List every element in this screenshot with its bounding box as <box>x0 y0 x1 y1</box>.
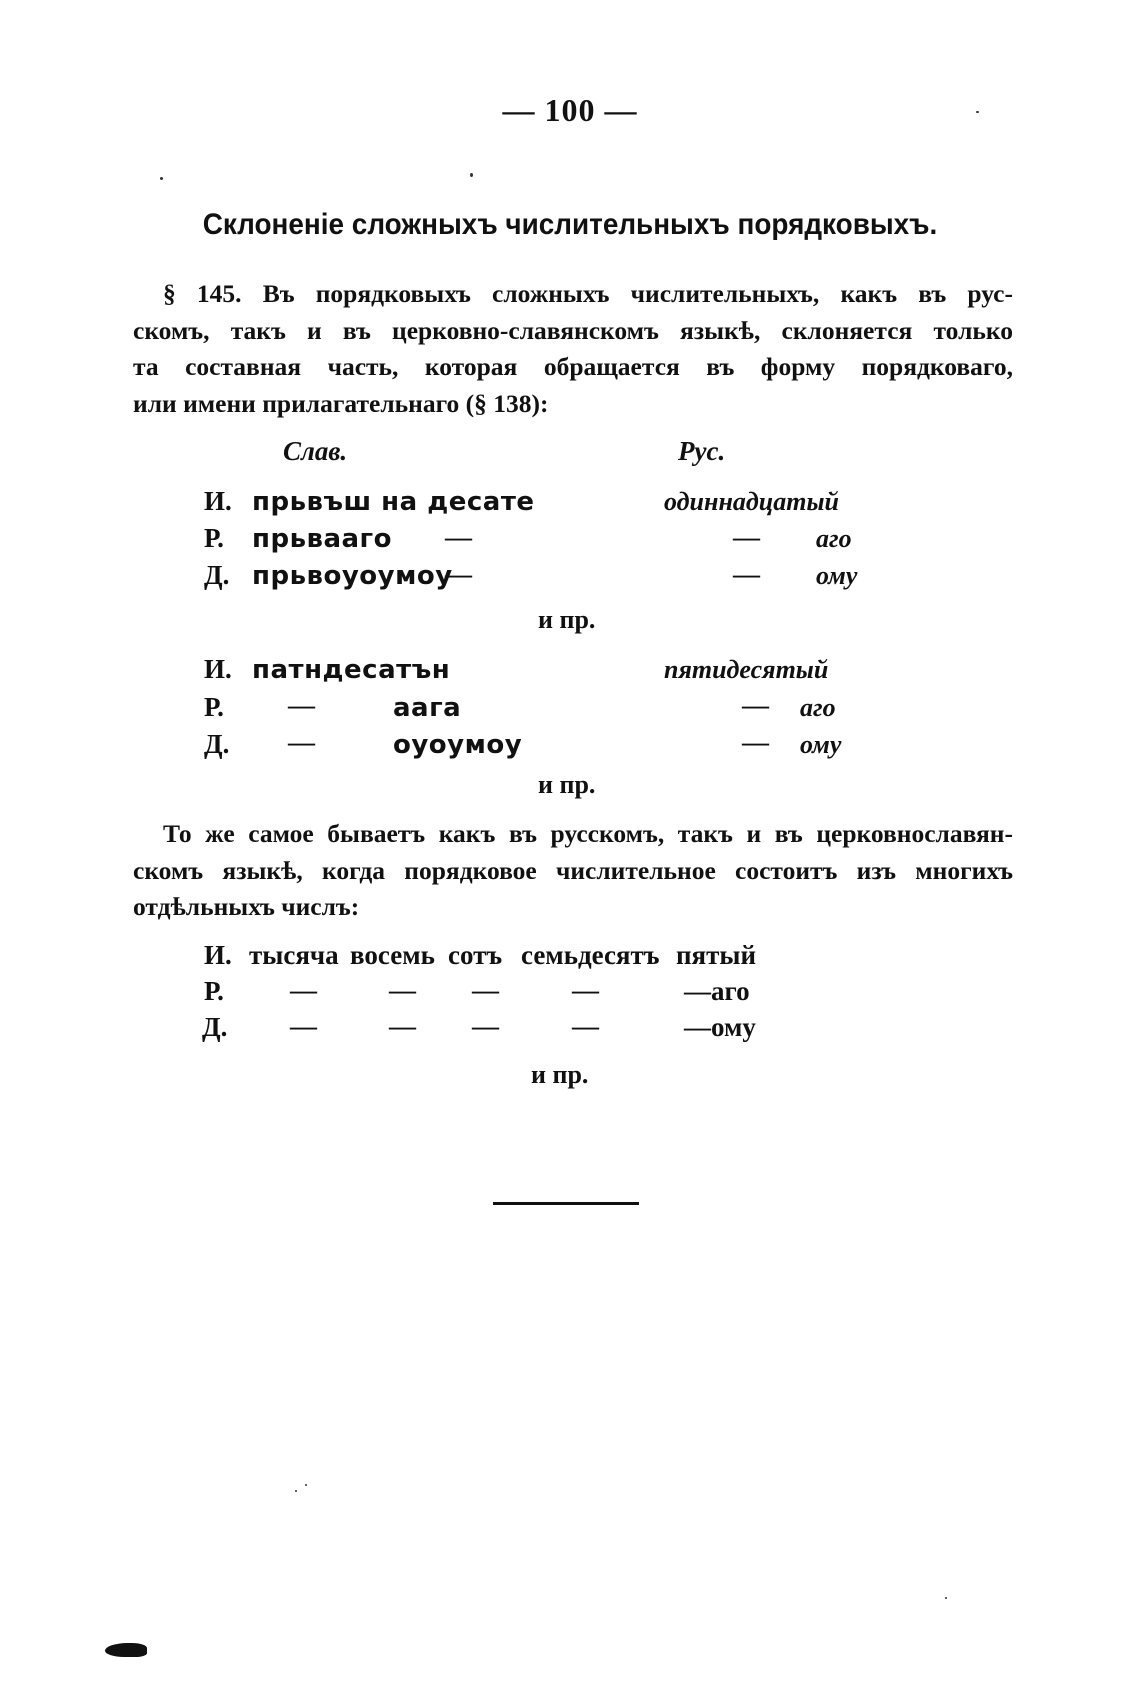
slavonic-form: патндесатън <box>252 655 451 685</box>
slavonic-form: прьвоуоумоу <box>252 561 453 591</box>
ditto-dash: — <box>445 522 472 552</box>
paragraph-line: или имени прилагательнаго (§ 138): <box>133 388 549 418</box>
ditto-dash: — <box>733 559 760 589</box>
ditto-dash: — <box>288 690 315 720</box>
ditto-dash: — <box>290 975 317 1005</box>
ditto-dash: — <box>572 975 599 1005</box>
slavonic-ending: аага <box>393 693 462 723</box>
russian-form: одиннадцатый <box>664 487 839 516</box>
russian-form: пятидесятый <box>664 655 829 684</box>
number-word: семьдесятъ <box>521 940 660 970</box>
paragraph-line: § 145. Въ порядковыхъ сложныхъ числительныхъ, какъ въ рус- <box>163 279 1013 308</box>
ditto-dash: — <box>733 522 760 552</box>
number-word: пятый <box>676 940 757 970</box>
paragraph-line: скомъ языкѣ, когда порядковое числительное состоитъ изъ многихъ <box>133 855 1013 885</box>
russian-ending: ому <box>800 730 842 759</box>
etc-label: и пр. <box>531 1060 589 1089</box>
russian-ending: аго <box>800 693 836 722</box>
case-label: Д. <box>204 729 230 759</box>
slavonic-form: прьвъш на десате <box>252 487 535 517</box>
paragraph-line: скомъ, такъ и въ церковно-славянскомъ языкѣ, склоняется только <box>133 315 1013 345</box>
case-label: Р. <box>204 976 224 1006</box>
slavonic-form: прьвааго <box>252 524 393 554</box>
russian-ending: —аго <box>684 976 750 1006</box>
ditto-dash: — <box>742 690 769 720</box>
ink-blot <box>105 1643 147 1657</box>
scan-speck <box>470 173 473 177</box>
case-label: И. <box>204 486 232 516</box>
ditto-dash: — <box>572 1011 599 1041</box>
ditto-dash: — <box>389 1011 416 1041</box>
ditto-dash: — <box>472 1011 499 1041</box>
russian-ending: аго <box>816 524 852 553</box>
case-label: И. <box>204 654 232 684</box>
scan-speck <box>160 177 163 180</box>
paragraph-line: та составная часть, которая обращается въ форму порядковаго, <box>133 352 1013 381</box>
case-label: Д. <box>204 560 230 590</box>
paragraph-line: отдѣльныхъ числъ: <box>133 892 360 921</box>
page-number: — 100 — <box>502 92 638 128</box>
ditto-dash: — <box>290 1011 317 1041</box>
column-header-russian: Рус. <box>678 436 726 466</box>
russian-ending: ому <box>816 561 858 590</box>
slavonic-ending: оуоумоу <box>393 730 523 760</box>
ditto-dash: — <box>288 727 315 757</box>
etc-label: и пр. <box>538 605 596 634</box>
case-label: Р. <box>204 692 224 722</box>
scan-speck <box>945 1597 947 1599</box>
number-word: сотъ <box>448 940 503 970</box>
scan-speck <box>976 111 979 113</box>
column-header-slavonic: Слав. <box>283 436 348 466</box>
ditto-dash: — <box>742 727 769 757</box>
scan-speck <box>295 1490 297 1492</box>
case-label: И. <box>204 940 232 970</box>
section-heading: Склоненіе сложныхъ числительныхъ порядковыхъ. <box>202 208 938 241</box>
paragraph-compound <box>133 816 1013 926</box>
paragraph-line: То же самое бываетъ какъ въ русскомъ, такъ и въ церковнославян- <box>163 819 1013 848</box>
case-label: Р. <box>204 523 224 553</box>
case-label: Д. <box>202 1012 228 1042</box>
etc-label: и пр. <box>538 770 596 799</box>
ditto-dash: — <box>389 975 416 1005</box>
paragraph-145 <box>133 276 1013 422</box>
number-word: восемь <box>350 940 435 970</box>
scan-speck <box>305 1484 307 1486</box>
ditto-dash: — <box>445 559 472 589</box>
russian-ending: —ому <box>684 1012 756 1042</box>
ditto-dash: — <box>472 975 499 1005</box>
number-word: тысяча <box>249 940 339 970</box>
section-end-rule <box>493 1202 639 1205</box>
